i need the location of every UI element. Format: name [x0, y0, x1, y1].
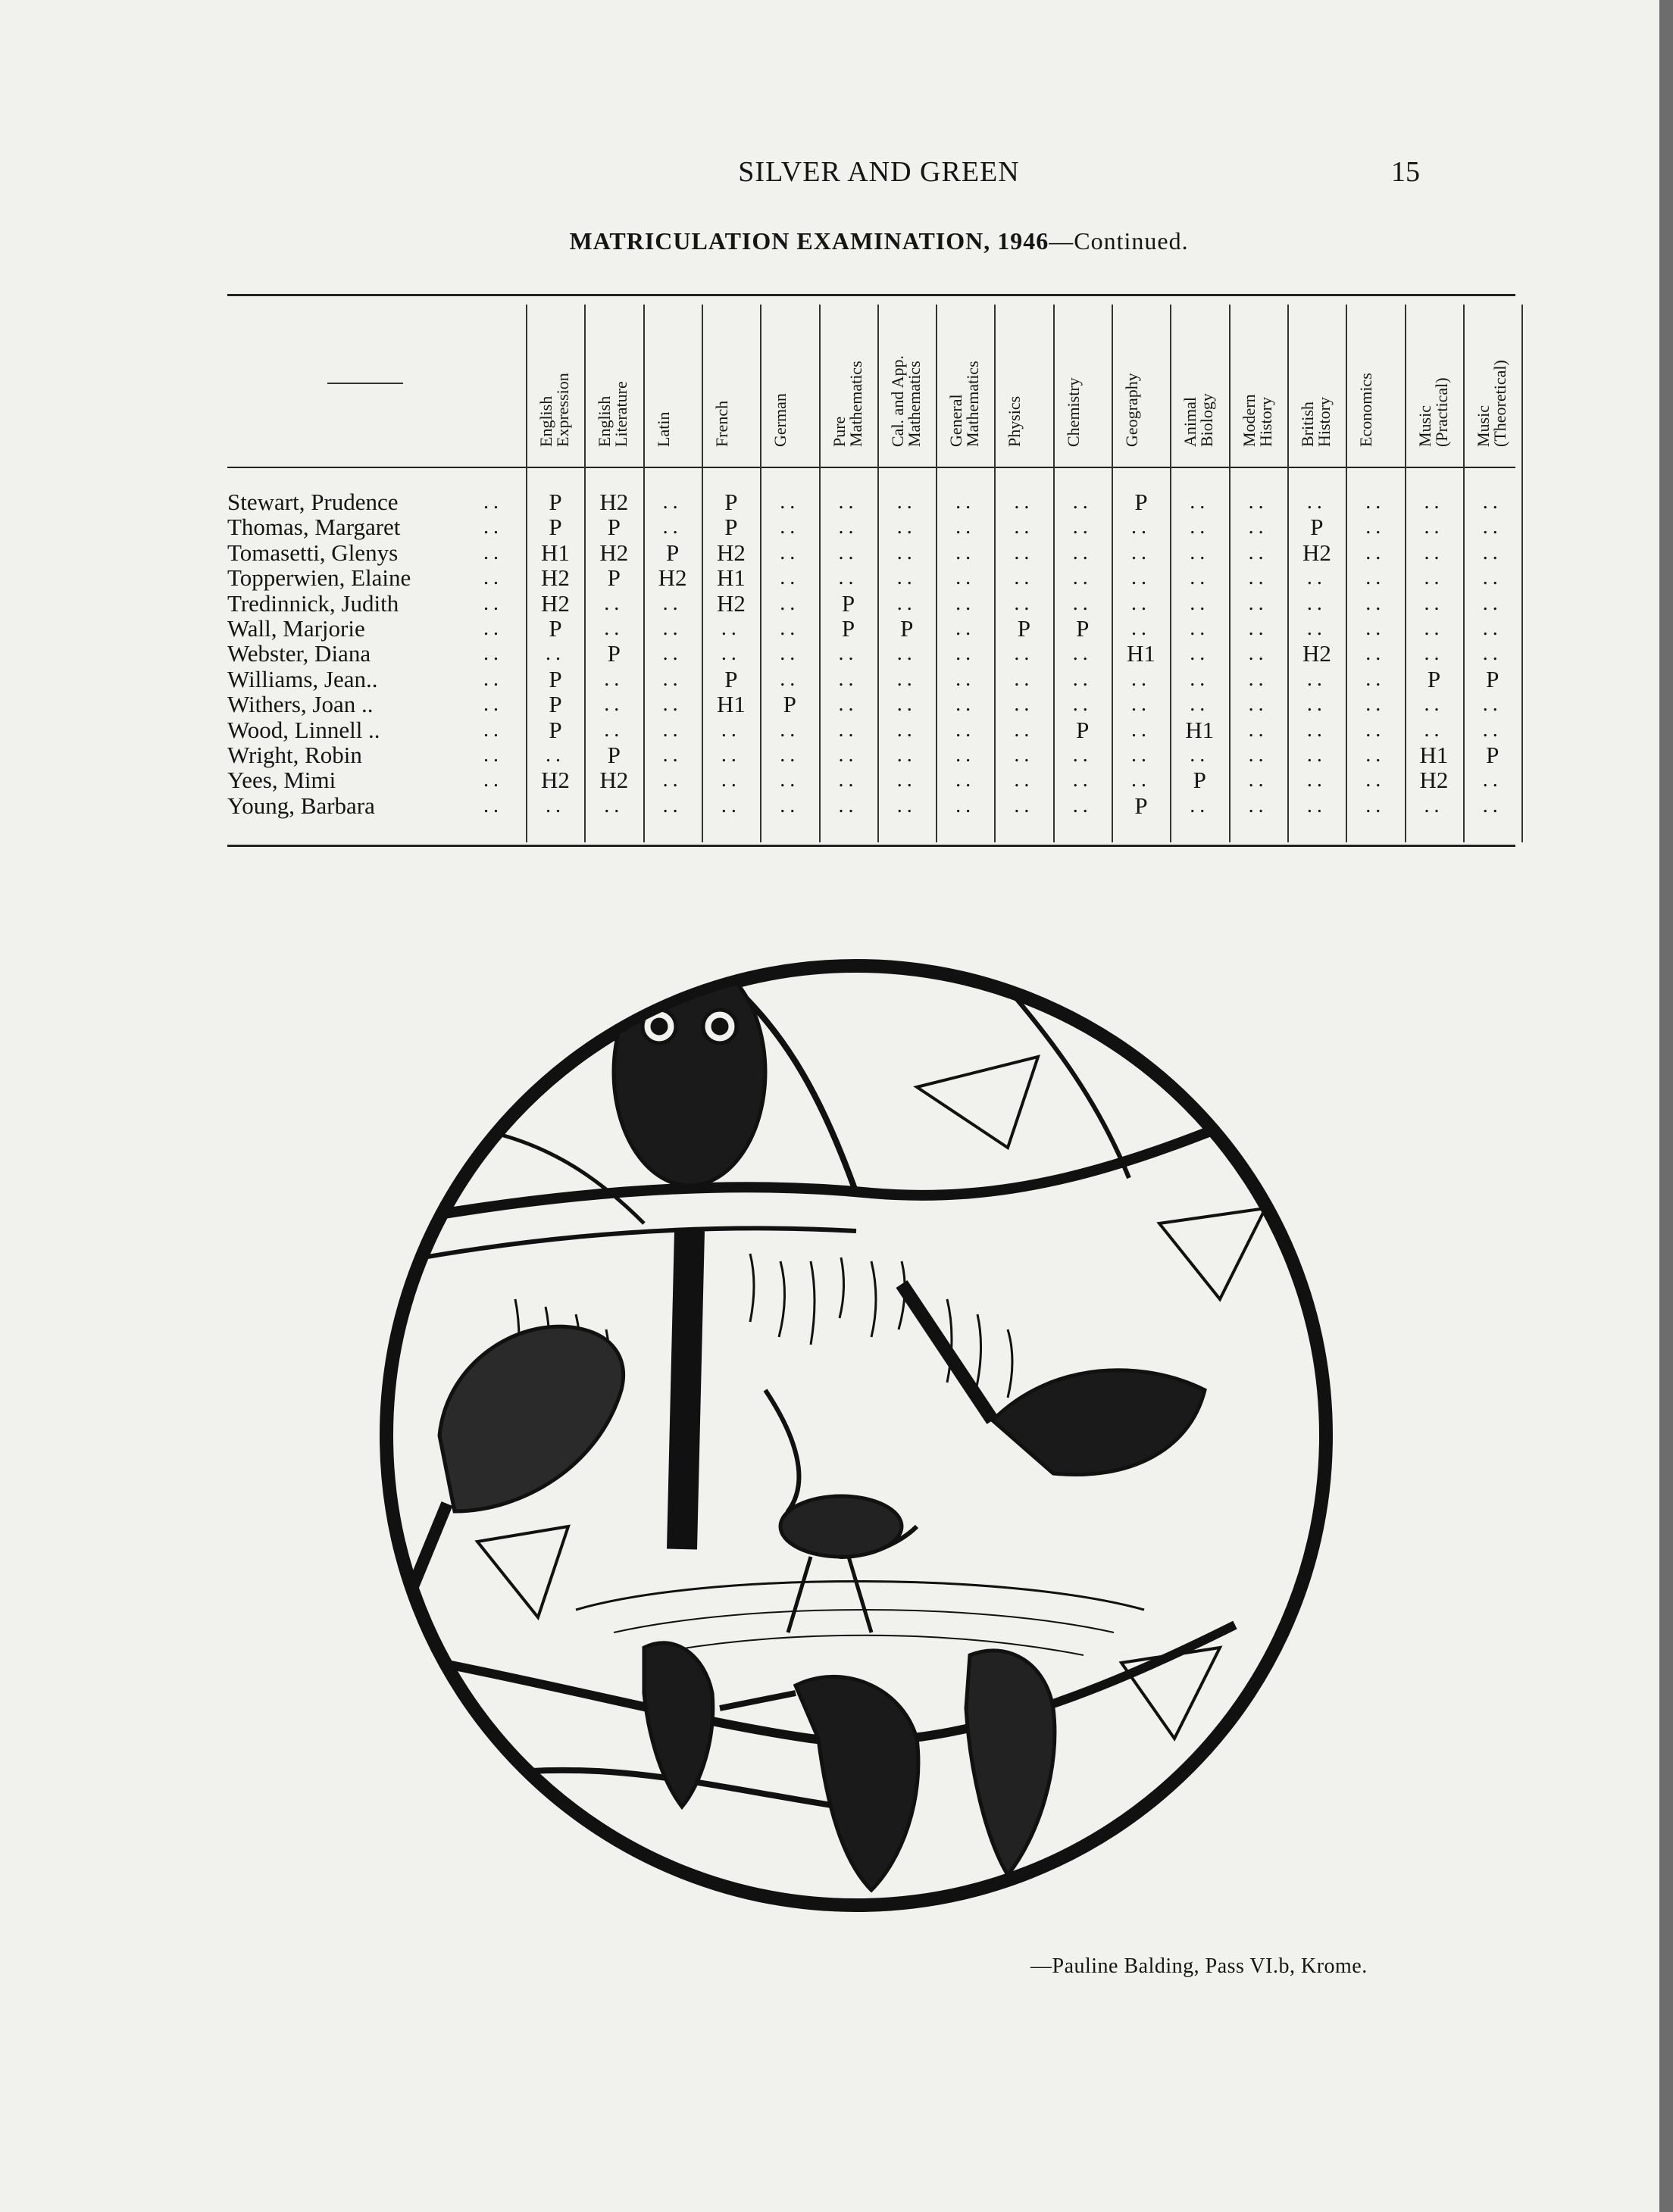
- mark-cell: H2: [716, 539, 746, 566]
- leader-dots: ..: [483, 667, 503, 691]
- mark-cell: ..: [1131, 540, 1151, 564]
- mark-cell: ..: [955, 642, 976, 666]
- mark-cell: P: [900, 615, 914, 642]
- column-divider: [1287, 305, 1289, 842]
- mark-cell: P: [1076, 716, 1090, 743]
- mark-cell: ..: [604, 793, 624, 817]
- mark-cell: P: [724, 665, 738, 692]
- mark-cell: P: [607, 514, 621, 541]
- student-name: Wood, Linnell ..: [227, 716, 380, 743]
- running-title: SILVER AND GREEN: [738, 156, 1020, 188]
- mark-cell: ..: [1248, 540, 1268, 564]
- mark-cell: ..: [1424, 591, 1444, 615]
- mark-cell: ..: [1014, 591, 1034, 615]
- mark-cell: ..: [1190, 743, 1210, 767]
- mark-cell: H2: [541, 564, 570, 592]
- mark-cell: ..: [955, 566, 976, 590]
- mark-cell: ..: [1248, 743, 1268, 767]
- subject-header: Economics: [1356, 373, 1376, 447]
- student-name: Wright, Robin: [227, 741, 362, 768]
- mark-cell: ..: [955, 743, 976, 767]
- column-divider: [877, 305, 879, 842]
- mark-cell: ..: [604, 692, 624, 717]
- mark-cell: ..: [955, 692, 976, 717]
- mark-cell: H1: [716, 691, 746, 718]
- subject-header: Latin: [653, 411, 673, 447]
- mark-cell: P: [549, 665, 562, 692]
- mark-cell: ..: [721, 793, 741, 817]
- mark-cell: ..: [1306, 591, 1327, 615]
- mark-cell: ..: [662, 768, 683, 792]
- mark-cell: P: [724, 514, 738, 541]
- mark-cell: ..: [1424, 717, 1444, 742]
- mark-cell: ..: [1306, 490, 1327, 514]
- subject-header: Music (Theoretical): [1473, 360, 1509, 447]
- mark-cell: ..: [1365, 717, 1386, 742]
- mark-cell: ..: [1072, 591, 1093, 615]
- mark-cell: P: [665, 539, 680, 566]
- mark-cell: H1: [1185, 716, 1215, 743]
- mark-cell: ..: [780, 768, 800, 792]
- mark-cell: P: [1486, 665, 1499, 692]
- mark-cell: ..: [1306, 743, 1327, 767]
- mark-cell: ..: [838, 490, 858, 514]
- leader-dots: ..: [483, 692, 503, 717]
- mark-cell: ..: [838, 717, 858, 742]
- mark-cell: P: [1427, 665, 1441, 692]
- mark-cell: P: [841, 589, 855, 617]
- mark-cell: ..: [662, 667, 683, 691]
- mark-cell: P: [724, 489, 738, 515]
- mark-cell: ..: [721, 617, 741, 640]
- mark-cell: ..: [1365, 793, 1386, 817]
- table-top-rule: [227, 294, 1515, 296]
- mark-cell: P: [549, 514, 562, 541]
- column-divider: [702, 305, 703, 842]
- mark-cell: ..: [955, 515, 976, 539]
- mark-cell: P: [607, 742, 621, 768]
- page-number: 15: [1391, 156, 1420, 188]
- mark-cell: ..: [1306, 768, 1327, 792]
- mark-cell: P: [1486, 742, 1499, 768]
- mark-cell: ..: [955, 490, 976, 514]
- mark-cell: ..: [838, 515, 858, 539]
- mark-cell: ..: [1248, 566, 1268, 590]
- mark-cell: ..: [896, 566, 917, 590]
- mark-cell: ..: [662, 743, 683, 767]
- mark-cell: ..: [546, 642, 565, 666]
- mark-cell: ..: [955, 540, 976, 564]
- mark-cell: ..: [1248, 490, 1268, 514]
- mark-cell: H2: [599, 489, 629, 515]
- mark-cell: ..: [1424, 515, 1444, 539]
- mark-cell: ..: [1248, 717, 1268, 742]
- mark-cell: H2: [1302, 539, 1331, 566]
- mark-cell: ..: [1072, 490, 1093, 514]
- mark-cell: P: [1076, 615, 1090, 642]
- subject-header: English Expression: [536, 373, 572, 447]
- mark-cell: P: [549, 615, 562, 642]
- mark-cell: P: [549, 691, 562, 718]
- subject-header: General Mathematics: [946, 361, 983, 447]
- mark-cell: ..: [604, 717, 624, 742]
- mark-cell: ..: [1365, 743, 1386, 767]
- subject-header: German: [771, 393, 790, 447]
- mark-cell: ..: [1365, 692, 1386, 717]
- mark-cell: ..: [1306, 692, 1327, 717]
- mark-cell: ..: [838, 566, 858, 590]
- mark-cell: ..: [1014, 768, 1034, 792]
- mark-cell: ..: [896, 667, 917, 691]
- mark-cell: ..: [955, 617, 976, 640]
- mark-cell: ..: [896, 717, 917, 742]
- column-divider: [643, 305, 645, 842]
- column-divider: [526, 305, 527, 842]
- column-divider: [1463, 305, 1465, 842]
- mark-cell: ..: [896, 793, 917, 817]
- leader-dots: ..: [483, 642, 503, 666]
- mark-cell: ..: [896, 768, 917, 792]
- table-bottom-rule: [227, 845, 1515, 847]
- mark-cell: P: [841, 615, 855, 642]
- mark-cell: ..: [1190, 692, 1210, 717]
- column-divider: [584, 305, 586, 842]
- mark-cell: ..: [780, 717, 800, 742]
- mark-cell: ..: [1014, 566, 1034, 590]
- mark-cell: ..: [1306, 617, 1327, 640]
- mark-cell: ..: [896, 692, 917, 717]
- mark-cell: ..: [1482, 717, 1503, 742]
- mark-cell: ..: [1306, 717, 1327, 742]
- mark-cell: H2: [716, 589, 746, 617]
- mark-cell: ..: [721, 717, 741, 742]
- table-title-continued: —Continued.: [1049, 227, 1189, 255]
- student-name: Thomas, Margaret: [227, 514, 401, 541]
- mark-cell: H1: [1127, 640, 1155, 667]
- mark-cell: ..: [1131, 768, 1151, 792]
- mark-cell: ..: [1072, 540, 1093, 564]
- mark-cell: ..: [546, 743, 565, 767]
- subject-header: Pure Mathematics: [829, 361, 865, 447]
- mark-cell: P: [1017, 615, 1031, 642]
- mark-cell: ..: [838, 642, 858, 666]
- mark-cell: ..: [1365, 566, 1386, 590]
- mark-cell: ..: [1072, 793, 1093, 817]
- column-divider: [1405, 305, 1406, 842]
- mark-cell: H2: [1419, 767, 1449, 794]
- mark-cell: ..: [1482, 642, 1503, 666]
- leader-dots: ..: [483, 591, 503, 615]
- mark-cell: P: [607, 640, 621, 667]
- subject-header: French: [711, 400, 731, 447]
- mark-cell: ..: [1190, 566, 1210, 590]
- column-divider: [1053, 305, 1055, 842]
- mark-cell: ..: [1365, 540, 1386, 564]
- mark-cell: ..: [1131, 617, 1151, 640]
- subject-header: British History: [1297, 397, 1334, 447]
- mark-cell: ..: [721, 642, 741, 666]
- mark-cell: ..: [1482, 566, 1503, 590]
- mark-cell: ..: [896, 490, 917, 514]
- mark-cell: ..: [1424, 642, 1444, 666]
- leader-dots: ..: [483, 793, 503, 817]
- mark-cell: H2: [541, 767, 570, 794]
- mark-cell: ..: [1365, 667, 1386, 691]
- column-divider: [760, 305, 761, 842]
- column-divider: [936, 305, 937, 842]
- mark-cell: H1: [1419, 742, 1449, 768]
- column-divider: [1346, 305, 1347, 842]
- mark-cell: ..: [1072, 768, 1093, 792]
- mark-cell: ..: [838, 667, 858, 691]
- column-divider: [1112, 305, 1113, 842]
- leader-dots: ..: [483, 768, 503, 792]
- mark-cell: ..: [1014, 667, 1034, 691]
- mark-cell: ..: [1424, 566, 1444, 590]
- mark-cell: H1: [716, 564, 746, 592]
- leader-dots: ..: [483, 743, 503, 767]
- mark-cell: ..: [662, 490, 683, 514]
- mark-cell: ..: [1248, 642, 1268, 666]
- subject-header: Cal. and App. Mathematics: [887, 355, 924, 447]
- mark-cell: P: [1134, 489, 1148, 515]
- subject-header: English Literature: [595, 381, 631, 447]
- mark-cell: ..: [780, 490, 800, 514]
- mark-cell: ..: [1014, 642, 1034, 666]
- student-name: Tomasetti, Glenys: [227, 539, 399, 566]
- mark-cell: ..: [1248, 515, 1268, 539]
- subject-header: Modern History: [1239, 394, 1275, 447]
- mark-cell: ..: [1190, 540, 1210, 564]
- mark-cell: ..: [955, 768, 976, 792]
- student-names: [227, 489, 411, 818]
- mark-cell: ..: [1424, 793, 1444, 817]
- mark-cell: ..: [896, 743, 917, 767]
- mark-cell: ..: [1131, 717, 1151, 742]
- student-name: Williams, Jean..: [227, 665, 378, 692]
- mark-cell: ..: [1482, 540, 1503, 564]
- student-name: Tredinnick, Judith: [227, 589, 399, 617]
- mark-cell: ..: [1248, 768, 1268, 792]
- mark-cell: ..: [896, 642, 917, 666]
- table-title: [0, 227, 1673, 255]
- mark-cell: H2: [599, 539, 629, 566]
- mark-cell: ..: [1482, 617, 1503, 640]
- leader-dots: ..: [483, 490, 503, 514]
- mark-cell: ..: [1131, 591, 1151, 615]
- mark-cell: ..: [838, 768, 858, 792]
- mark-cell: ..: [780, 617, 800, 640]
- subject-header: Animal Biology: [1180, 393, 1217, 447]
- mark-cell: ..: [780, 515, 800, 539]
- mark-cell: ..: [896, 591, 917, 615]
- mark-cell: P: [1134, 792, 1148, 819]
- mark-cell: ..: [662, 515, 683, 539]
- student-name: Withers, Joan ..: [227, 691, 374, 718]
- student-name: Yees, Mimi: [227, 767, 336, 794]
- mark-cell: ..: [1424, 617, 1444, 640]
- subject-header: Geography: [1122, 373, 1141, 447]
- mark-cell: ..: [1365, 490, 1386, 514]
- mark-cell: H1: [541, 539, 570, 566]
- column-divider: [1229, 305, 1231, 842]
- mark-cell: ..: [1190, 617, 1210, 640]
- mark-cell: P: [607, 564, 621, 592]
- column-divider: [994, 305, 996, 842]
- mark-cell: ..: [1365, 642, 1386, 666]
- subject-header: Chemistry: [1063, 377, 1083, 447]
- mark-cell: ..: [780, 667, 800, 691]
- leader-dots: ..: [483, 540, 503, 564]
- mark-cell: ..: [546, 793, 565, 817]
- mark-cell: ..: [662, 642, 683, 666]
- mark-cell: ..: [1248, 793, 1268, 817]
- subject-header: Physics: [1005, 395, 1024, 447]
- mark-cell: ..: [838, 692, 858, 717]
- mark-cell: ..: [662, 617, 683, 640]
- mark-cell: ..: [780, 642, 800, 666]
- mark-cell: ..: [1482, 490, 1503, 514]
- mark-cell: ..: [1131, 667, 1151, 691]
- mark-cell: ..: [955, 717, 976, 742]
- mark-cell: H2: [541, 589, 570, 617]
- mark-cell: ..: [1248, 667, 1268, 691]
- mark-cell: ..: [780, 793, 800, 817]
- mark-cell: ..: [1482, 768, 1503, 792]
- mark-cell: ..: [1248, 617, 1268, 640]
- mark-cell: ..: [1131, 743, 1151, 767]
- mark-cell: ..: [1131, 566, 1151, 590]
- mark-cell: ..: [1365, 768, 1386, 792]
- illustration-caption: —Pauline Balding, Pass VI.b, Krome.: [1030, 1954, 1368, 1978]
- mark-cell: ..: [1306, 793, 1327, 817]
- mark-cell: ..: [838, 743, 858, 767]
- mark-cell: ..: [1306, 667, 1327, 691]
- leader-dots: ..: [483, 566, 503, 590]
- mark-cell: ..: [1072, 743, 1093, 767]
- mark-cell: ..: [662, 692, 683, 717]
- mark-cell: ..: [1190, 591, 1210, 615]
- mark-cell: H2: [599, 767, 629, 794]
- mark-cell: ..: [662, 717, 683, 742]
- mark-cell: ..: [1424, 692, 1444, 717]
- mark-cell: ..: [780, 566, 800, 590]
- mark-cell: ..: [780, 743, 800, 767]
- mark-cell: ..: [780, 540, 800, 564]
- mark-cell: ..: [1190, 490, 1210, 514]
- mark-cell: P: [1193, 767, 1206, 794]
- student-name: Topperwien, Elaine: [227, 564, 411, 592]
- student-name: Young, Barbara: [227, 792, 375, 819]
- mark-cell: ..: [955, 667, 976, 691]
- mark-cell: ..: [1190, 793, 1210, 817]
- mark-cell: ..: [1248, 692, 1268, 717]
- mark-cell: ..: [1072, 642, 1093, 666]
- mark-cell: ..: [1014, 717, 1034, 742]
- mark-cell: ..: [1014, 490, 1034, 514]
- student-name: Webster, Diana: [227, 640, 371, 667]
- mark-cell: ..: [1365, 591, 1386, 615]
- mark-cell: ..: [721, 768, 741, 792]
- mark-cell: P: [783, 691, 796, 718]
- mark-cell: ..: [662, 591, 683, 615]
- mark-cell: ..: [955, 591, 976, 615]
- mark-cell: ..: [1482, 591, 1503, 615]
- mark-cell: H2: [1302, 640, 1331, 667]
- mark-cell: ..: [1131, 692, 1151, 717]
- mark-cell: ..: [1014, 692, 1034, 717]
- mark-cell: ..: [1482, 793, 1503, 817]
- mark-cell: ..: [1482, 692, 1503, 717]
- mark-cell: ..: [1424, 490, 1444, 514]
- mark-cell: ..: [1014, 540, 1034, 564]
- mark-cell: ..: [1482, 515, 1503, 539]
- mark-cell: ..: [1365, 515, 1386, 539]
- birds-in-circle-illustration: [326, 905, 1394, 1936]
- mark-cell: ..: [662, 793, 683, 817]
- mark-cell: ..: [1014, 743, 1034, 767]
- mark-cell: ..: [1072, 692, 1093, 717]
- student-name: Stewart, Prudence: [227, 489, 399, 515]
- mark-cell: ..: [838, 540, 858, 564]
- mark-cell: ..: [1190, 515, 1210, 539]
- mark-cell: ..: [896, 515, 917, 539]
- table-header-rule: [227, 467, 1515, 468]
- mark-cell: ..: [1072, 566, 1093, 590]
- mark-cell: ..: [1424, 540, 1444, 564]
- leader-dots: ..: [483, 717, 503, 742]
- mark-cell: ..: [780, 591, 800, 615]
- mark-cell: ..: [1248, 591, 1268, 615]
- subject-header: Music (Practical): [1415, 377, 1451, 447]
- column-divider: [1521, 305, 1523, 842]
- leader-dots: ..: [483, 617, 503, 640]
- mark-cell: ..: [1014, 793, 1034, 817]
- mark-cell: ..: [604, 591, 624, 615]
- leader-dots: ..: [483, 515, 503, 539]
- mark-cell: ..: [955, 793, 976, 817]
- mark-cell: P: [549, 716, 562, 743]
- mark-cell: ..: [1131, 515, 1151, 539]
- mark-cell: ..: [721, 743, 741, 767]
- mark-cell: ..: [1190, 667, 1210, 691]
- table-title-main: MATRICULATION EXAMINATION, 1946: [569, 227, 1049, 255]
- mark-cell: H2: [658, 564, 687, 592]
- page-edge: [1659, 0, 1673, 2212]
- mark-cell: ..: [1190, 642, 1210, 666]
- mark-cell: ..: [896, 540, 917, 564]
- mark-cell: ..: [1072, 667, 1093, 691]
- column-divider: [819, 305, 821, 842]
- mark-cell: ..: [1014, 515, 1034, 539]
- mark-cell: ..: [1365, 617, 1386, 640]
- mark-cell: ..: [838, 793, 858, 817]
- mark-cell: ..: [1072, 515, 1093, 539]
- column-divider: [1170, 305, 1171, 842]
- mark-cell: ..: [604, 617, 624, 640]
- mark-cell: ..: [1306, 566, 1327, 590]
- mark-cell: P: [1310, 514, 1324, 541]
- name-column-dash: [327, 383, 403, 384]
- mark-cell: P: [549, 489, 562, 515]
- student-name: Wall, Marjorie: [227, 614, 365, 642]
- mark-cell: ..: [604, 667, 624, 691]
